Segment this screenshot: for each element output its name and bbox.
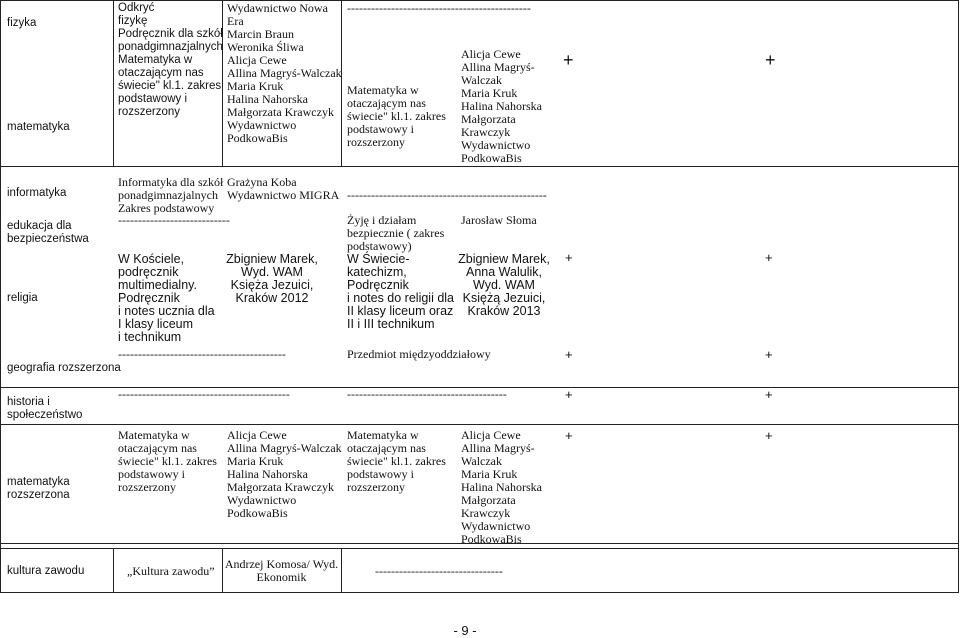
subject-mat-rozsz: matematyka rozszerzona <box>7 476 70 501</box>
row-rule <box>0 548 958 549</box>
program-cell: Odkryć fizykę Podręcznik dla szkół ponadgimnazjalnych Matematyka w otaczającym nas świecie" kl.1. zakres podstawowy i rozszerzony <box>118 2 223 118</box>
authors-cell: Zbigniew Marek, Anna Walulik, Wyd. WAM Księżą Jezuici, Kraków 2013 <box>458 252 550 318</box>
authors-cell: Jarosław Słoma <box>461 213 537 227</box>
subject-geografia: geografia rozszerzona <box>7 362 121 374</box>
col-rule <box>958 0 959 593</box>
plus-mark: + <box>565 428 573 443</box>
authors-cell: Andrzej Komosa/ Wyd. Ekonomik <box>224 557 339 584</box>
row-rule <box>0 424 958 425</box>
dash-placeholder: ------------------------------------------- <box>118 387 290 401</box>
subject-kultura: kultura zawodu <box>7 565 85 577</box>
col-rule <box>341 548 342 592</box>
plus-mark: + <box>565 387 573 402</box>
subjects-cell: fizyka matematyka <box>7 17 70 133</box>
authors-cell: Alicja Cewe Allina Magryś- Walczak Maria Kruk Halina Nahorska Małgorzata Krawczyk Wydawnictwo PodkowaBis <box>461 47 542 165</box>
dash-placeholder: ------------------------------------------ <box>118 347 286 361</box>
row-rule <box>0 166 958 167</box>
plus-mark: + <box>765 428 773 443</box>
plus-mark: + <box>765 250 773 265</box>
program-cell: Matematyka w otaczającym nas świecie" kl.1. zakres podstawowy i rozszerzony <box>347 83 446 149</box>
program-cell: „Kultura zawodu” <box>127 564 215 578</box>
page-number: - 9 - <box>453 623 477 638</box>
plus-mark: + <box>565 347 573 362</box>
program-cell: Matematyka w otaczającym nas świecie" kl.1. zakres podstawowy i rozszerzony <box>347 428 446 494</box>
subject-historia: historia i społeczeństwo <box>7 396 83 421</box>
dash-placeholder: -------------------------------- <box>375 564 503 578</box>
authors-cell: Alicja Cewe Allina Magryś-Walczak Maria Kruk Halina Nahorska Małgorzata Krawczyk Wydawnictwo PodkowaBis <box>227 428 342 520</box>
geografia-note: Przedmiot międzyoddziałowy <box>347 347 491 361</box>
program-cell: W Świecie- katechizm, Podręcznik i notes do religii dla II klasy liceum oraz II i III technikum <box>347 252 455 331</box>
plus-mark: + <box>765 347 773 362</box>
plus-mark: + <box>563 50 574 70</box>
plus-mark: + <box>765 387 773 402</box>
dash-placeholder: ---------------------------------------- <box>347 387 507 401</box>
authors-cell: Zbigniew Marek, Wyd. WAM Księża Jezuici, Kraków 2012 <box>226 252 318 305</box>
col-rule <box>113 0 114 166</box>
authors-cell: Grażyna Koba Wydawnictwo MIGRA <box>227 175 340 202</box>
col-rule <box>113 548 114 592</box>
dash-placeholder: ---------------------------- <box>118 213 230 227</box>
authors-cell: Alicja Cewe Allina Magryś- Walczak Maria Kruk Halina Nahorska Małgorzata Krawczyk Wydawnictwo PodkowaBis <box>461 428 542 546</box>
plus-mark: + <box>565 250 573 265</box>
subject-edb: edukacja dla bezpieczeństwa <box>7 220 89 245</box>
col-rule <box>0 0 1 593</box>
program-cell: Żyję i działam bezpiecznie ( zakres podstawowy) <box>347 213 445 253</box>
subject-informatyka: informatyka <box>7 187 67 199</box>
program-cell: Informatyka dla szkół ponadgimnazjalnych Zakres podstawowy <box>118 175 224 215</box>
dash-placeholder: ---------------------------------------------- <box>347 1 531 15</box>
subject-religia: religia <box>7 292 38 304</box>
dash-placeholder: -------------------------------------------------- <box>347 188 547 202</box>
program-cell: Matematyka w otaczającym nas świecie" kl.1. zakres podstawowy i rozszerzony <box>118 428 217 494</box>
row-rule <box>0 592 958 593</box>
authors-cell: Wydawnictwo Nowa Era Marcin Braun Weronika Śliwa Alicja Cewe Allina Magryś-Walczak Maria Kruk Halina Nahorska Małgorzata Krawczyk Wydawnictwo PodkowaBis <box>227 1 342 145</box>
program-cell: W Kościele, podręcznik multimedialny. Podręcznik i notes ucznia dla I klasy liceum i technikum <box>118 252 215 344</box>
plus-mark: + <box>765 50 776 70</box>
